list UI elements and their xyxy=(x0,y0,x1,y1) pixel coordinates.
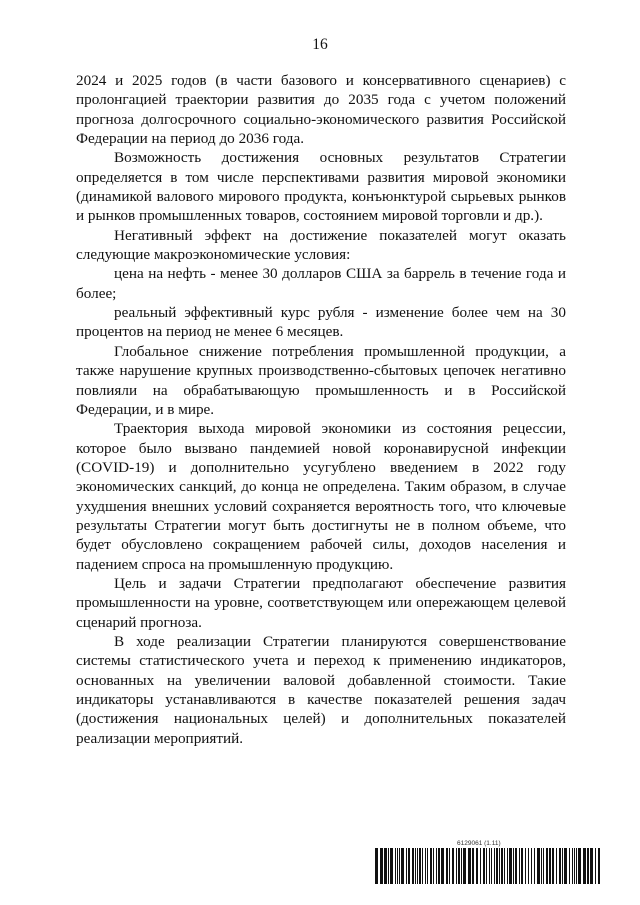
paragraph: Негативный эффект на достижение показателей могут оказать следующие макроэкономические условия: xyxy=(76,226,566,264)
paragraph-continuation: 2024 и 2025 годов (в части базового и консервативного сценариев) с пролонгацией траектории развития до 2035 года с учетом положений прогноза долгосрочного социально-экономического развития Российской Федерации на период до 2036 года. xyxy=(76,72,566,148)
document-body xyxy=(76,71,566,748)
paragraph: В ходе реализации Стратегии планируются совершенствование системы статистического учета и переход к применению индикаторов, основанных на увеличении валовой добавленной стоимости. Такие индикаторы устанавливаются в качестве показателей решения задач (достижения национальных целей) и дополнительных показателей реализации мероприятий. xyxy=(76,632,566,747)
barcode-caption: 6129061 (1.11) xyxy=(457,840,501,847)
list-item-ruble-rate: реальный эффективный курс рубля - изменение более чем на 30 процентов на период не менее 6 месяцев. xyxy=(76,304,566,341)
paragraph: Цель и задачи Стратегии предполагают обеспечение развития промышленности на уровне, соответствующем или опережающем целевой сценарий прогноза. xyxy=(76,574,566,631)
paragraph: Траектория выхода мировой экономики из состояния рецессии, которое было вызвано пандемией новой коронавирусной инфекции (COVID-19) и дополнительно усугублено введением в 2022 году экономических санкций, до конца не определена. Таким образом, в случае ухудшения внешних условий сохраняется вероятность того, что ключевые результаты Стратегии могут быть достигнуты не в полном объеме, что будет обусловлено сокращением рабочей силы, доходов населения и падением спроса на промышленную продукцию. xyxy=(76,420,566,573)
barcode-block xyxy=(375,840,600,884)
barcode-icon xyxy=(375,848,600,884)
paragraph: Глобальное снижение потребления промышленной продукции, а также нарушение крупных производственно-сбытовых цепочек негативно повлияли на обрабатывающую промышленность и в Российской Федерации, и в мире. xyxy=(76,342,566,418)
paragraph: Возможность достижения основных результатов Стратегии определяется в том числе перспективами развития мировой экономики (динамикой валового мирового продукта, конъюнктурой сырьевых рынков и рынков промышленных товаров, состоянием мировой торговли и др.). xyxy=(76,149,566,225)
page-number: 16 xyxy=(312,36,328,53)
list-item-oil-price: цена на нефть - менее 30 долларов США за баррель в течение года и более; xyxy=(76,265,566,302)
